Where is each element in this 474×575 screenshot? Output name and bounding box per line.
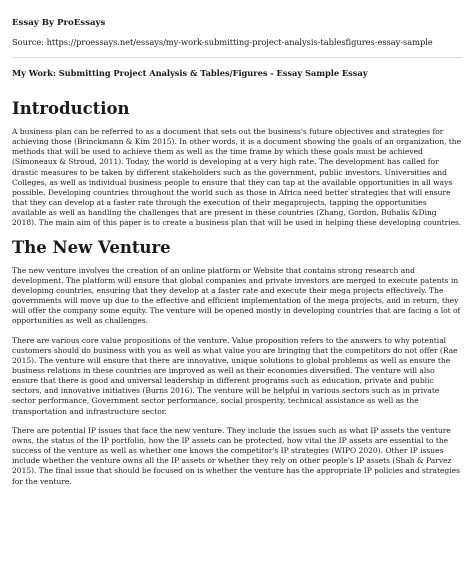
section-new-venture [12, 238, 462, 487]
site-title: Essay By ProEssays [12, 18, 106, 28]
paragraph: The new venture involves the creation of an online platform or Website that contains strong research and development. The platform will ensure that global companies and private investors are merged to execute patents in developing countries, ensuring that they develop at a faster rate and execute their mega projects effectively. The governments will move up due to the effective and efficient implementation of the mega projects, and in return, they will offer the company some equity. The venture will be opened mostly in developing countries that are facing a lot of opportunities as well as challenges. [12, 265, 461, 326]
essay-title: My Work: Submitting Project Analysis & Tables/Figures - Essay Sample Essay [12, 68, 368, 78]
paragraph: There are various core value propositions of the venture. Value proposition refers to the answers to why potential customers should do business with you as well as what value you are bringing that the competitors do not offer (Rae 2015). The venture will ensure that there are innovative, unique solutions to global problems as well as ensure the business relations in these countries are improved as well as their economies diversified. The venture will also ensure that there is good and universal leadership in different programs such as education, private and public sectors, and innovative initiatives (Burns 2016). The venture will be helpful in various sectors such as in private sector performance, Government sector performance, social prosperity, technical assistance as well as the transportation and infrastructure sector. [12, 335, 458, 416]
header-divider [12, 57, 462, 58]
paragraph: A business plan can be referred to as a document that sets out the business's future objectives and strategies for achieving those (Brinckmann & Kim 2015). In other words, it is a document showing the goals of an organization, the methods that will be used to achieve them as well as the time frame by which these goals must be achieved (Simoneaux & Stroud, 2011). Today, the world is developing at a very high rate. The development has called for drastic measures to be taken by different stakeholders such as the government, public investors. Universities and Colleges, as well as individual business people to ensure that they can tap at the available opportunities in all ways possible. Developing countries throughout the world such as those in Africa need better strategies that will ensure that they can develop at a faster rate through the execution of their megaprojects, tapping the opportunities available as well as handling the challenges that are present in these countries (Zhang, Gordon, Buhalis &Ding 2018). The main aim of this paper is to create a business plan that will be used in helping these developing countries. [12, 127, 462, 228]
paragraph: There are potential IP issues that face the new venture. They include the issues such as what IP assets the venture owns, the status of the IP portfolio, how the IP assets can be protected, how vital the IP assets are essential to the success of the venture as well as whether one knows the competitor's IP strategies (WIPO 2020). Other IP issues include whether the venture owns all the IP assets or whether they rely on other people's IP assets (Shah & Parvez 2015). The final issue that should be focused on is whether the venture has the appropriate IP policies and strategies for the venture. [12, 425, 460, 486]
section-introduction [12, 99, 462, 229]
section-heading: The New Venture [12, 237, 171, 257]
source-line: Source: https://proessays.net/essays/my-work-submitting-project-analysis-tablesfigures-essay-sample [12, 37, 433, 47]
section-heading: Introduction [12, 99, 130, 118]
